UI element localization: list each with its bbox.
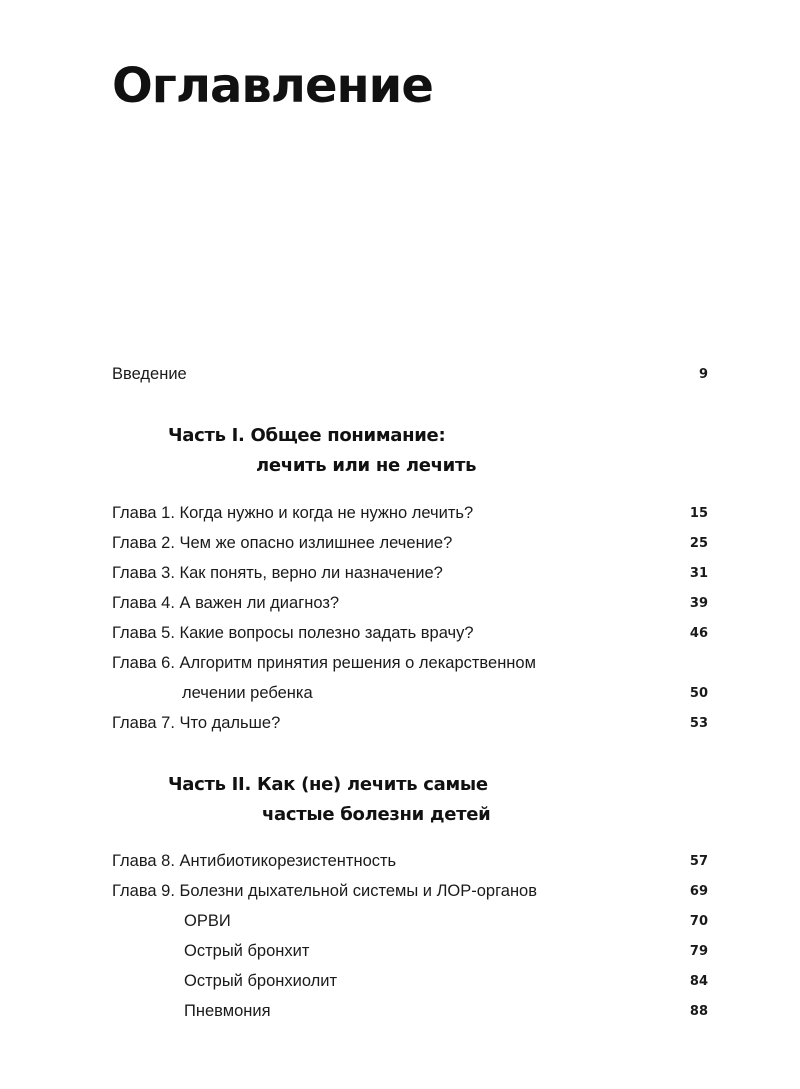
toc-entry-label: Глава 8. Антибиотикорезистентность [112,852,397,870]
toc-page-number: 84 [689,974,708,989]
toc-subentry-pneumonia[interactable] [112,999,708,1023]
toc-page-number: 79 [689,944,708,959]
toc-entry-chapter-6-continued[interactable] [112,681,708,705]
toc-page-number: 53 [689,716,708,731]
toc-page-number: 15 [689,506,708,521]
toc-entry-label: Пневмония [184,1002,271,1020]
toc-entry-chapter-9[interactable] [112,879,708,903]
toc-entry-intro[interactable] [112,362,708,386]
toc-entry-chapter-5[interactable] [112,621,708,645]
toc-entry-label: Острый бронхиолит [184,972,338,990]
toc-subentry-acute-bronchiolitis[interactable] [112,969,708,993]
toc-entry-chapter-3[interactable] [112,561,708,585]
toc-entry-chapter-6[interactable] [112,651,708,675]
toc-entry-label: Глава 1. Когда нужно и когда не нужно лечить? [112,504,474,522]
toc-page-number: 39 [689,596,708,611]
toc-entry-label: Глава 2. Чем же опасно излишнее лечение? [112,534,453,552]
toc-entry-label: Острый бронхит [184,942,310,960]
toc-entry-chapter-8[interactable] [112,849,708,873]
toc-entry-chapter-7[interactable] [112,711,708,735]
part-1-heading-line-2: лечить или не лечить [256,455,477,476]
toc-entry-label: Глава 4. А важен ли диагноз? [112,594,340,612]
toc-subentry-orvi[interactable] [112,909,708,933]
toc-entry-chapter-1[interactable] [112,501,708,525]
toc-page-number: 9 [698,367,708,382]
toc-page-number: 70 [689,914,708,929]
toc-entry-label: Глава 3. Как понять, верно ли назначение? [112,564,443,582]
toc-entry-label: Глава 6. Алгоритм принятия решения о лекарственном [112,654,536,672]
part-1-heading-line-1: Часть I. Общее понимание: [168,425,446,446]
toc-page-number: 46 [689,626,708,641]
part-2-heading-line-1: Часть II. Как (не) лечить самые [168,774,488,795]
toc-entry-label: Введение [112,365,187,383]
toc-entry-label: лечении ребенка [182,684,313,702]
toc-entry-label: Глава 7. Что дальше? [112,714,281,732]
toc-entry-chapter-4[interactable] [112,591,708,615]
toc-page-number: 25 [689,536,708,551]
toc-entry-label: Глава 5. Какие вопросы полезно задать врачу? [112,624,474,642]
toc-page-number: 57 [689,854,708,869]
toc-page-number: 69 [689,884,708,899]
toc-entry-chapter-2[interactable] [112,531,708,555]
toc-page-number: 50 [689,686,708,701]
toc-entry-label: ОРВИ [184,912,231,930]
toc-entry-label: Глава 9. Болезни дыхательной системы и ЛОР-органов [112,882,537,900]
toc-page-number: 31 [689,566,708,581]
toc-subentry-acute-bronchitis[interactable] [112,939,708,963]
page-title: Оглавление [112,58,433,114]
toc-page-number: 88 [689,1004,708,1019]
part-2-heading-line-2: частые болезни детей [262,804,491,825]
